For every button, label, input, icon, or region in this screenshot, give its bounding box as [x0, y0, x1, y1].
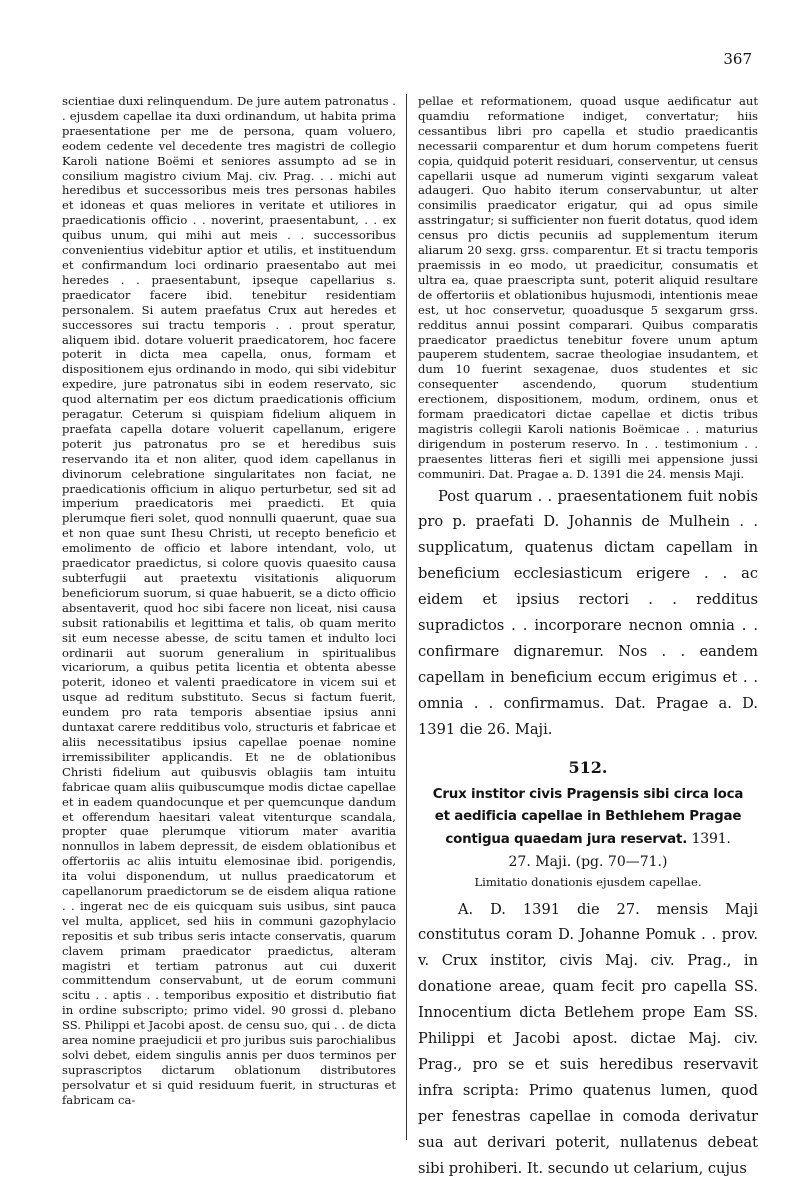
document-heading [418, 784, 758, 851]
heading-line-3: contigua quaedam jura reservat. [445, 831, 688, 847]
left-column [62, 94, 396, 1108]
heading-year: 1391. [691, 830, 731, 847]
document-number: 512. [568, 757, 608, 777]
document-body: A. D. 1391 die 27. mensis Maji constitutus coram D. Johanne Pomuk . . prov. v. Crux institor, civis Maj. civ. Prag., in donatione areae, quam fecit pro capella SS. Innocentium dicta Betlehem prope Eam SS. Philippi et Jacobi apost. dictae Maj. civ. Prag., pro se et suis heredibus reservavit infra scripta: Primo quatenus lumen, quod per fenestras capellae in comoda derivatur sua aut derivari poterit, nullatenus debeat sibi prohiberi. It. secundo ut celarium, cujus [418, 900, 758, 1177]
heading-line-2: et aedificia capellae in Bethlehem Pragae [434, 808, 742, 824]
confirmation-note: Post quarum . . praesentationem fuit nobis pro p. praefati D. Johannis de Mulhein . . supplicatum, quatenus dictam capellam in beneficium ecclesiasticum erigere . . ac eidem et ipsius rectori . . redditus supradictos . . incorporare necnon omnia . . confirmare dignaremur. Nos . . eandem capellam in beneficium eccum erigimus et . . omnia . . confirmamus. Dat. Pragae a. D. 1391 die 26. Maji. [418, 487, 758, 738]
document-subheading: Limitatio donationis ejusdem capellae. [474, 874, 702, 889]
right-column [418, 94, 758, 1182]
page-number: 367 [723, 50, 752, 68]
heading-line-3-row [418, 828, 758, 851]
right-column-text: pellae et reformationem, quoad usque aedificatur aut quamdiu reformatione indiget, convertatur; hiis cessantibus libri pro capella et studio praedicantis necessarii comparentur et dum horum competens fuerit copia, quidquid poterit residuari, conserventur, ut census capellarii usque ad numerum viginti sexgarum valeat adaugeri. Quo habito iterum conservabuntur, ut alter consimilis praedicator erigatur, qui ad opus simile asstringatur; si sufficienter non fuerit dotatus, quod idem census pro dictis pecuniis ad supplementum iterum aliarum 20 sexg. grss. comparentur. Et si tractu temporis praemissis in eo modo, ut praedicitur, consumatis et ultra ea, quae praescripta sunt, poterit aliquid resultare de offertoriis et oblationibus hujusmodi, intentionis meae est, ut hoc conservetur, quoadusque 5 sexgarum grss. redditus annui possint comparari. Quibus comparatis praedicator praedictus tenebitur fovere unum aptum pauperem studentem, sacrae theologiae insudantem, et dum 10 fuerint sexagenae, duos studentes et sic consequenter ascendendo, quorum studentium erectionem, dispositionem, modum, ordinem, onus et formam praedicatori dictae capellae et dictis tribus magistris collegii Karoli nationis Boëmicae . . maturius dirigendum in posterum reservo. In . . testimonium . . praesentes litteras fieri et sigilli mei appensione jussi communiri. Dat. Pragae a. D. 1391 die 24. mensis Maji. [418, 94, 758, 481]
heading-date: 27. Maji. (pg. 70—71.) [508, 853, 668, 870]
left-column-text: scientiae duxi relinquendum. De jure autem patronatus . . ejusdem capellae ita duxi ordinandum, ut habita prima praesentatione per me de persona, quam voluero, eodem cedente vel decedente tres magistri de collegio Karoli natione Boëmi et seniores assumpto ad se in consilium magistro civium Maj. civ. Prag. . . michi aut heredibus et successoribus meis tres personas habiles et idoneas et quas meliores in veritate et utiliores in praedicationis officio . . noverint, praesentabunt, . . ex quibus unum, qui mihi aut meis . . successoribus convenientius videbitur aptior et utilis, et instituendum et confirmandum loci ordinario praesentabo aut mei heredes . . praesentabunt, ipseque capellarius s. praedicator facere ibid. tenebitur residentiam personalem. Si autem praefatus Crux aut heredes et successores sui tractu temporis . . prout speratur, aliquem ibid. dotare voluerit praedicatorem, hoc facere poterit in dicta mea capella, onus, formam et dispositionem ejus ordinando in modo, qui sibi videbitur expedire, jure patronatus sibi in eodem reservato, sic quod alternatim per eos dictum praedicationis officium peragatur. Ceterum si quispiam fidelium aliquem in praefata capella dotare voluerit capellanum, erigere poterit jus patronatus pro se et heredibus suis reservando ita et non aliter, quod idem capellanus in divinorum celebratione singularitates non faciat, ne praedicationis officium in aliquo perturbetur, sed sit ad imperium praedicatoris mei praedicti. Et quia plerumque fieri solet, quod nonnulli quaerunt, quae sua et non quae sunt Ihesu Christi, ut recepto beneficio et emolimento de officio et labore intendant, volo, ut praedicator praedictus, si colore quovis quaesito causa subterfugii aut praetextu visitationis aliquorum beneficiorum suorum, si quae habuerit, se a dicto officio absentaverit, quod hoc sibi facere non liceat, nisi causa subsit rationabilis et legittima et talis, ob quam merito sit eum necesse abesse, de scitu tamen et indulto loci ordinarii aut suorum generalium in spiritualibus vicariorum, a quibus petita licentia et obtenta abesse poterit, idoneo et valenti praedicatore in vicem sui et usque ad reditum substituto. Secus si factum fuerit, eundem pro rata temporis absentiae ipsius anni duntaxat carere redditibus volo, structuris et fabricae et aliis necessitatibus ipsius capellae poenae nomine irremissibiliter applicandis. Et ne de oblationibus Christi fidelium aut quibusvis oblagiis tam intuitu fabricae quam aliis quibuscumque modis dictae capellae et in eadem quandocunque et per quemcunque dandum et offerendum haesitari valeat vitenturque scandala, propter quae plerumque vitiorum mater avaritia nonnullos in labem depressit, de eisdem oblationibus et offertoriis ac aliis intuitu elemosinae ibid. porigendis, ita volui disponendum, ut nullus praedicatorum et capellanorum praedictorum se de eisdem aliqua ratione . . ingerat nec de eis quicquam suis usibus, sint pauca vel multa, applicet, sed hiis in communi gazophylacio repositis et sub tribus seris intacte conservatis, quarum clavem primam praedicator praedictus, alteram magistri et tertiam patronus aut cui duxerit committendum conservabunt, ut de eorum communi scitu . . aptis . . temporibus expositio et distributio fiat in ordine subscripto; primo videl. 90 grossi d. plebano SS. Philippi et Jacobi apost. de censu suo, qui . . de dicta area nomine praejudicii et pro juribus suis parochialibus solvi debet, eidem singulis annis per duos terminos per suprascriptos dictarum oblationum distributores persolvatur et si quid residuum fuerit, in structuras et fabricam ca- [62, 94, 396, 1107]
heading-line-1: Crux institor civis Pragensis sibi circa loca [432, 786, 744, 802]
column-divider [406, 94, 407, 1140]
